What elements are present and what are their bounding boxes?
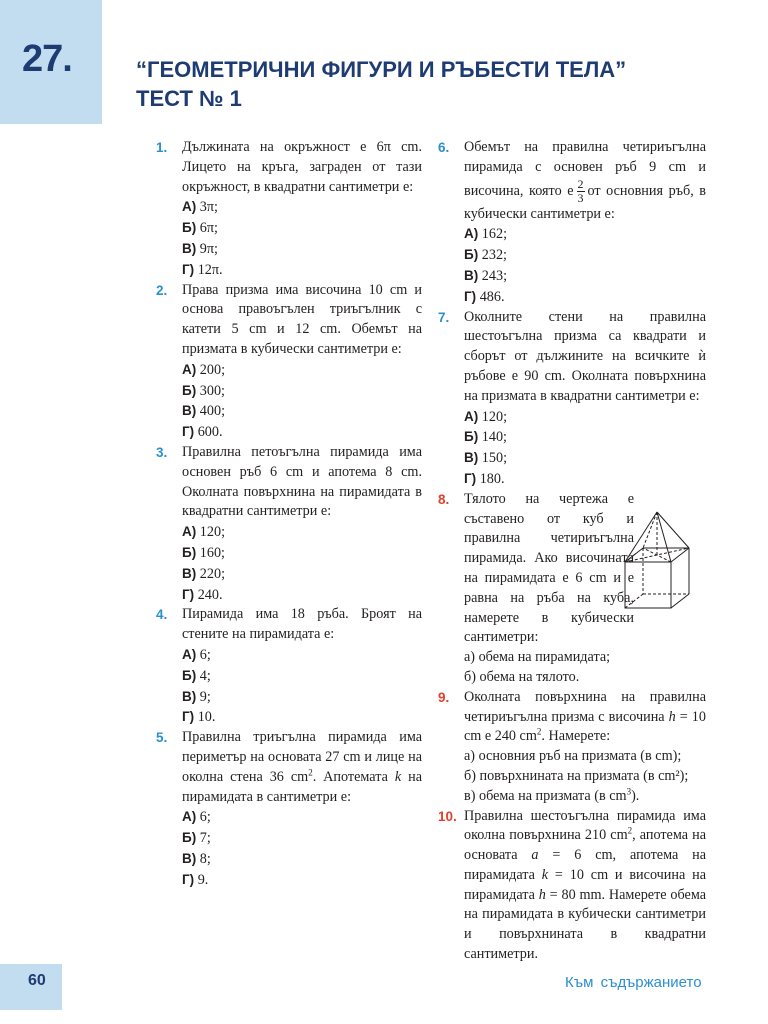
problem-number: 9. — [438, 689, 450, 705]
option-a: А) 162; — [464, 226, 508, 243]
page-title-line1: “ГЕОМЕТРИЧНИ ФИГУРИ И РЪБЕСТИ ТЕЛА” — [136, 57, 627, 82]
problem-text: Права призма има височина 10 cm и основа правоъгълен триъгълник с катети 5 cm и 12 cm. Обемът на призмата в кубически сантиметри е: — [182, 281, 422, 357]
option-a: А) 200; — [182, 361, 226, 378]
cube-top-left-edge — [625, 548, 643, 562]
problem-text: Обемът на правилна четириъгълна пирамида с основен ръб 9 cm и височина, която е $\frac{2}{3}$ от основния ръб, в кубически сантиметри е: — [464, 139, 707, 222]
problem-text: Пирамида има 18 ръба. Броят на стените на пирамидата е: — [182, 606, 422, 643]
option-a: А) 120; — [464, 408, 508, 425]
table-of-contents-link[interactable]: Към съдържанието — [565, 974, 702, 991]
left-column — [156, 138, 422, 890]
option-b: Б) 140; — [464, 429, 507, 446]
problem-text: Правилна триъгълна пирамида има периметър на основата 27 cm и лице на околна стена 36 $cm^2$. Апотемата k на пирамидата в сантиметри е: — [182, 729, 422, 805]
problem-number: 3. — [156, 444, 168, 460]
option-g: Г) 10. — [182, 709, 216, 726]
problem-4 — [156, 605, 422, 728]
option-b: Б) 300; — [182, 382, 225, 399]
problem-1 — [156, 138, 422, 281]
cube-bottom-right-edge — [671, 594, 689, 608]
cube-hidden-left-edge — [625, 594, 643, 608]
problem-3 — [156, 443, 422, 605]
option-g: Г) 9. — [182, 871, 209, 888]
sub-question-a: а) основния ръб на призмата (в cm); — [464, 748, 682, 765]
sub-question-v: в) обема на призмата (в $cm^3$). — [464, 785, 640, 804]
right-column — [438, 138, 706, 965]
page-number: 60 — [28, 972, 46, 989]
option-g: Г) 486. — [464, 288, 505, 305]
problem-8 — [438, 490, 706, 688]
fraction: $\frac{2}{3}$ — [577, 176, 584, 205]
pyramid-edge-front-left — [625, 512, 657, 562]
option-a: А) 6; — [182, 809, 211, 826]
problem-6 — [438, 138, 706, 308]
sub-question-b: б) повърхнината на призмата (в cm²); — [464, 767, 689, 784]
option-v: В) 8; — [182, 850, 211, 867]
problem-text: Тялото на чертежа е съставено от куб и правилна четириъгълна пирамида. Ако височината на пирамидата е 6 cm и е равна на ръба на куба, намерете в кубически сантиметри: — [464, 490, 634, 646]
problem-text: Околната повърхнина на правилна четириъгълна призма с височина h = 10 cm е 240 $cm^2$. Намерете: — [464, 688, 706, 745]
option-v: В) 400; — [182, 403, 226, 420]
option-g: Г) 180. — [464, 470, 505, 487]
problem-text: Правилна шестоъгълна пирамида има околна повърхнина 210 $cm^2$, апотема на основата a = 6 cm, апотема на пирамидата k = 10 cm и височина на пирамидата h = 80 mm. Намерете обема на пирамидата в кубически сантиметри и повърхнината в квадратни сантиметри. — [464, 807, 707, 963]
lesson-number: 27. — [22, 38, 72, 80]
page-title-line2: ТЕСТ № 1 — [136, 86, 242, 111]
problem-7 — [438, 308, 706, 490]
problem-text: Правилна петоъгълна пирамида има основен ръб 6 cm и апотема 8 cm. Околната повърхнина на пирамидата в квадратни сантиметри е: — [182, 443, 422, 520]
problem-9 — [438, 688, 706, 807]
option-b: Б) 160; — [182, 544, 225, 561]
page-title — [136, 55, 626, 113]
problem-number: 8. — [438, 491, 450, 507]
option-v: В) 220; — [182, 565, 226, 582]
problem-text: Дължината на окръжност е 6π cm. Лицето на кръга, заграден от тази окръжност, в квадратни сантиметри е: — [182, 139, 422, 195]
problem-2 — [156, 281, 422, 443]
cube-front-face — [625, 562, 671, 608]
problem-10 — [438, 807, 706, 965]
option-b: Б) 232; — [464, 247, 507, 264]
option-g: Г) 600. — [182, 424, 223, 441]
option-v: В) 150; — [464, 450, 508, 467]
problem-number: 1. — [156, 140, 168, 155]
cube-pyramid-figure — [621, 510, 697, 610]
pyramid-base-diagonal-2 — [643, 548, 671, 562]
sub-question-b: б) обема на тялото. — [464, 668, 580, 685]
problem-number: 6. — [438, 140, 450, 155]
option-a: А) 120; — [182, 524, 226, 541]
problem-number: 2. — [156, 282, 168, 298]
option-v: В) 9π; — [182, 240, 218, 257]
problem-text: Околните стени на правилна шестоъгълна призма са квадрати и сборът от дължините на всичките ѝ ръбове е 90 cm. Околната повърхнина на призмата в квадратни сантиметри е: — [464, 308, 706, 404]
option-a: А) 6; — [182, 646, 211, 663]
option-v: В) 243; — [464, 267, 508, 284]
sub-question-a: а) обема на пирамидата; — [464, 649, 611, 666]
option-a: А) 3π; — [182, 199, 218, 216]
option-g: Г) 240. — [182, 586, 223, 603]
problem-number: 7. — [438, 309, 450, 325]
problem-5 — [156, 728, 422, 890]
option-b: Б) 4; — [182, 667, 211, 684]
problem-number: 10. — [438, 808, 457, 824]
option-g: Г) 12π. — [182, 261, 223, 278]
problem-number: 4. — [156, 607, 168, 623]
option-b: Б) 6π; — [182, 220, 218, 237]
option-b: Б) 7; — [182, 830, 211, 847]
problem-number: 5. — [156, 730, 168, 746]
option-v: В) 9; — [182, 688, 211, 705]
